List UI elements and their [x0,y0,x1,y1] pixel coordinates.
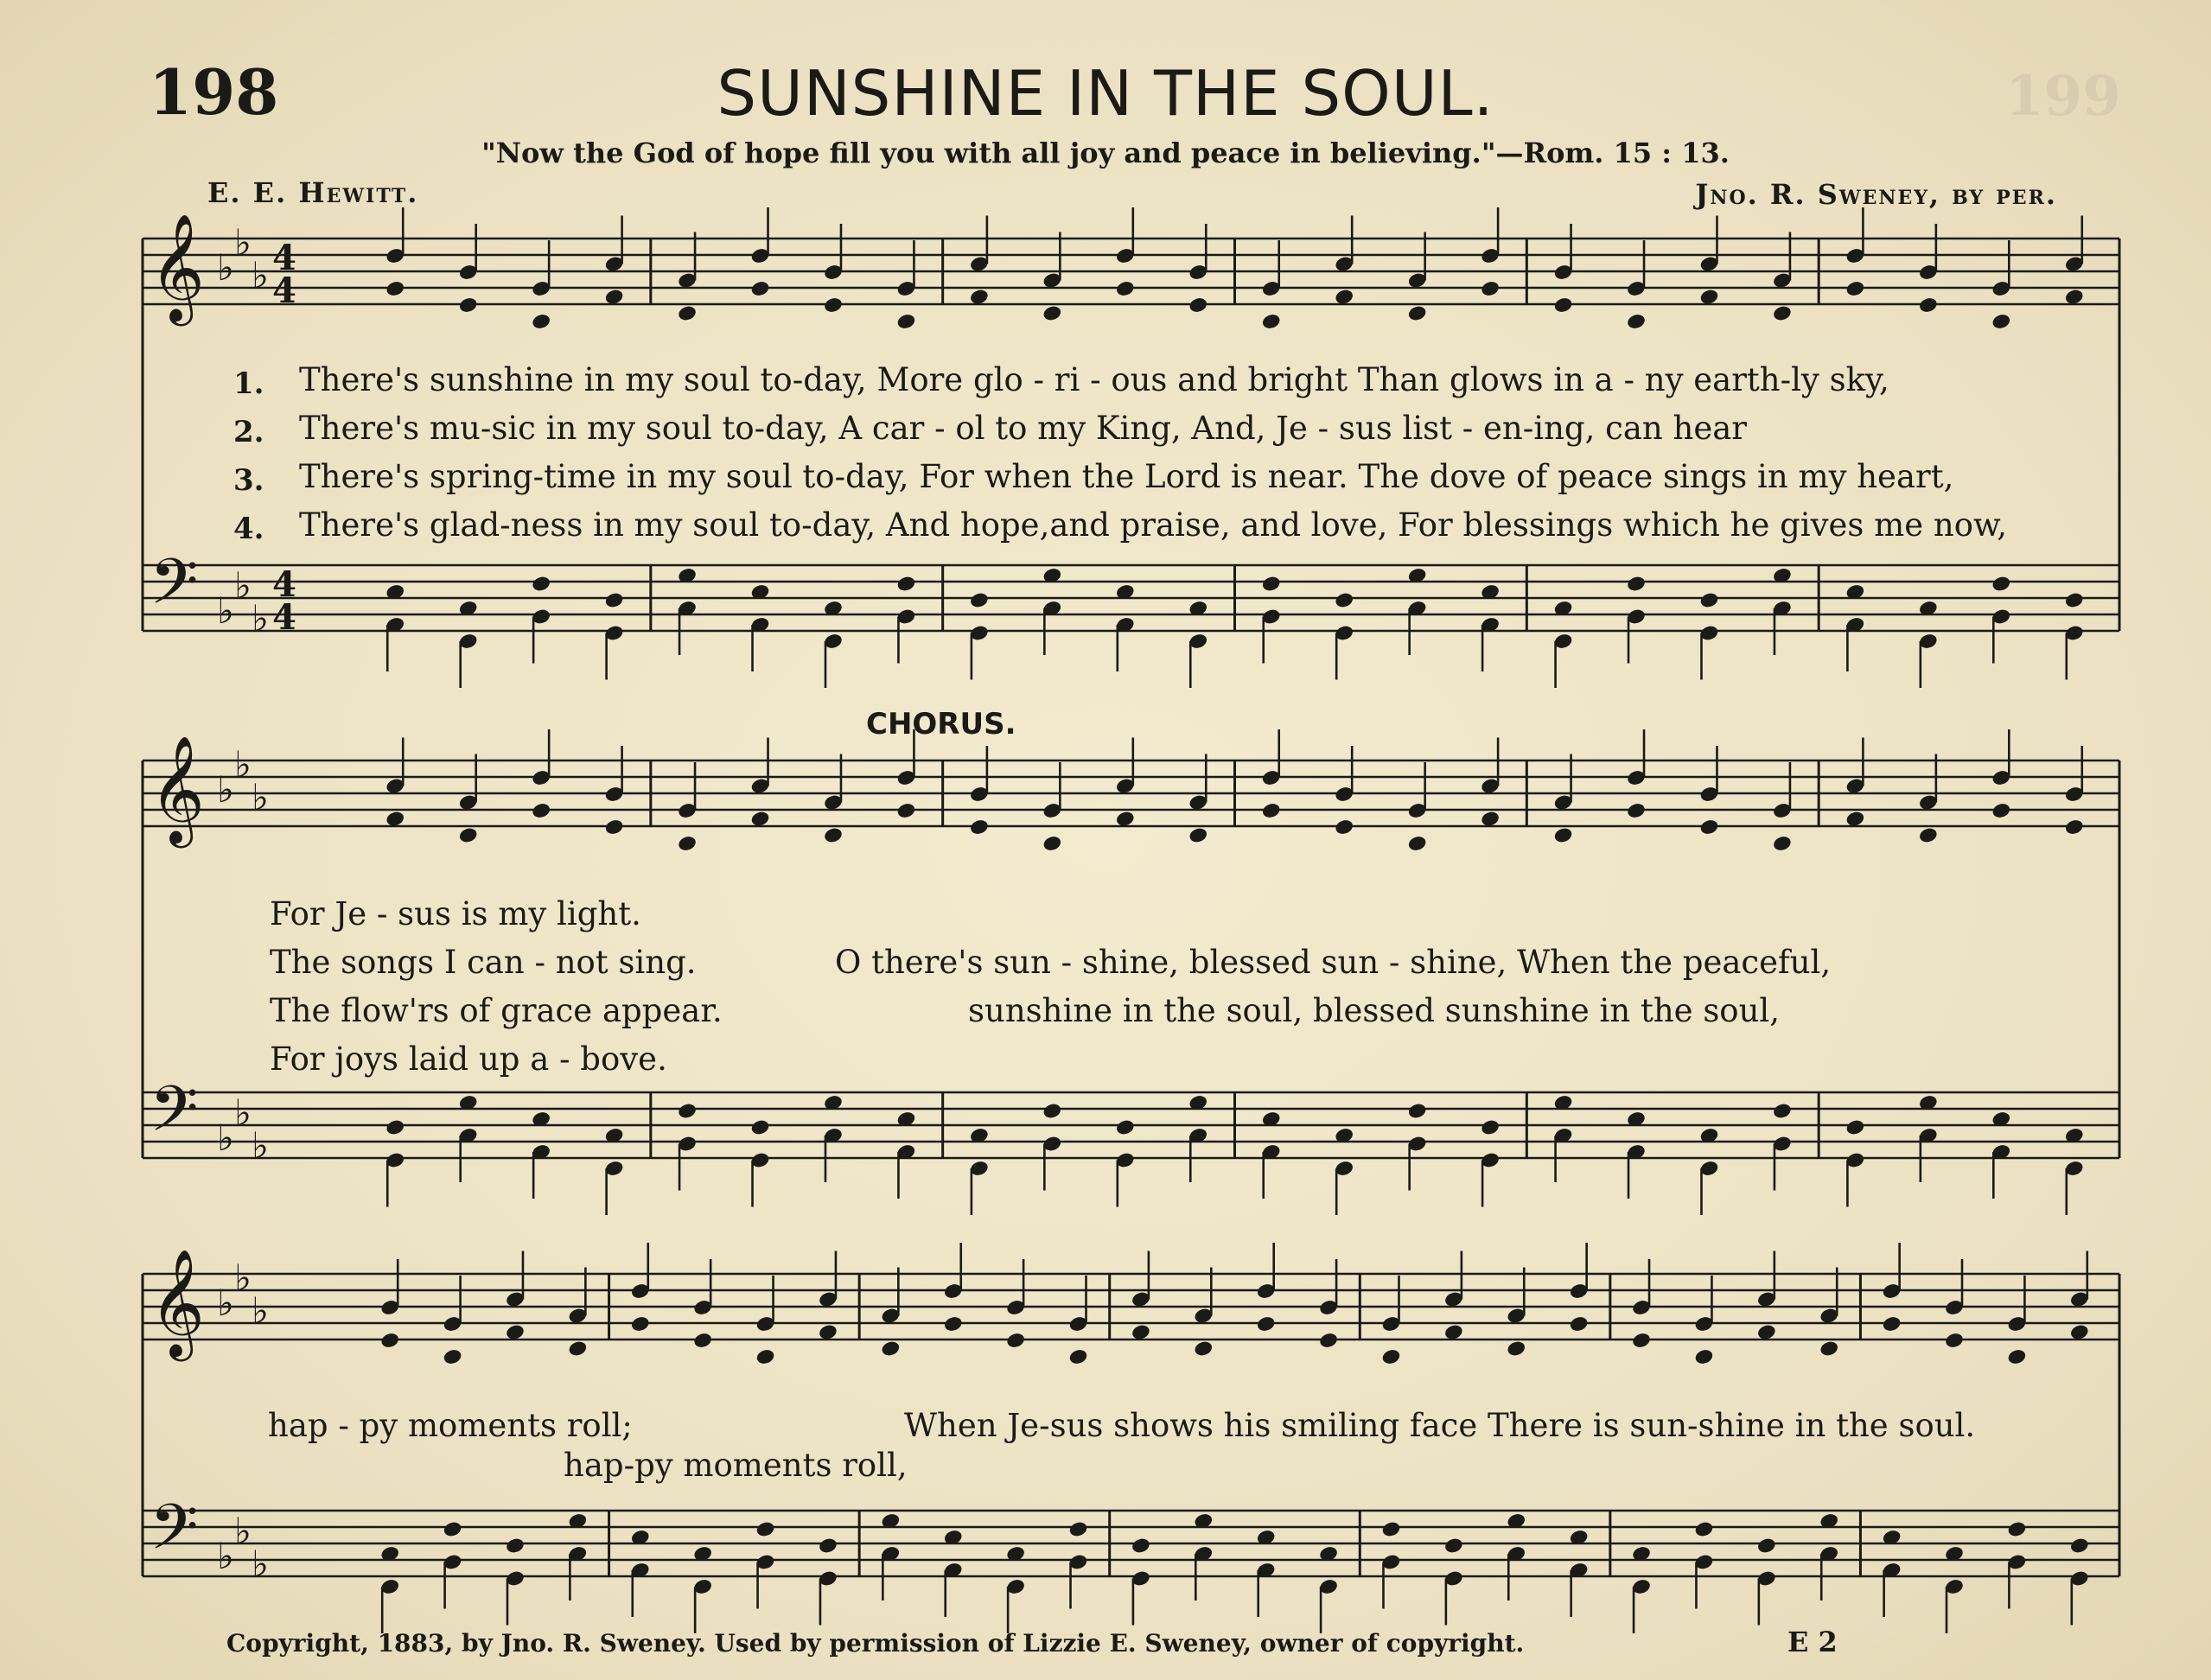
flat-sign: ♭ [234,743,252,786]
flat-sign: ♭ [234,564,252,607]
note-head [458,296,479,315]
verse-3-line: There's spring-time in my soul to-day, For when the Lord is near. The dove of peace sings in my heart, [299,458,1954,495]
flat-sign: ♭ [234,1091,252,1134]
note-head [755,1520,776,1538]
flat-sign: ♭ [234,221,252,264]
verse-4-line: There's glad-ness in my soul to-day, And hope,and praise, and love, For blessings which he gives me now, [299,506,2008,544]
verse-4-ending: For joys laid up a - bove. [270,1040,667,1078]
copyright-notice: Copyright, 1883, by Jno. R. Sweney. Used by permission of Lizzie E. Sweney, owner of copyright. [226,1629,1525,1658]
note-head [969,818,990,837]
verse-2-number: 2. [233,415,264,449]
flat-sign: ♭ [234,1510,252,1552]
note-head [677,304,698,322]
note-head [1693,1348,1714,1366]
flat-sign: ♭ [217,1117,234,1159]
note-head [1115,280,1136,298]
treble-clef: 𝄞 [150,213,205,321]
verse-1-number: 1. [233,366,264,401]
note-head [1756,1537,1777,1555]
note-head [385,1118,405,1136]
note-head [1553,296,1574,315]
note-head [1261,313,1282,331]
note-head [1261,575,1282,593]
note-head [630,1315,651,1333]
verse-3-ending: The flow'rs of grace appear. [270,992,723,1029]
bass-clef: 𝄢 [150,544,199,633]
note-head [1480,280,1501,298]
note-head [1188,826,1208,844]
flat-sign: ♭ [217,246,234,289]
verse-1-ending: For Je - sus is my light. [270,895,641,932]
note-head [895,313,916,331]
note-head [895,802,916,820]
note-head [677,1102,698,1120]
note-head [1699,818,1720,837]
note-head [750,1118,771,1136]
note-head [823,296,844,315]
chorus-line-1: O there's sun - shine, blessed sun - shine, When the peaceful, [835,944,1832,981]
note-head [1407,304,1428,322]
note-head [1334,818,1354,837]
note-head [443,1520,463,1538]
note-head [895,575,916,593]
note-head [2006,1348,2027,1366]
note-head [1042,835,1062,853]
note-head [1882,1315,1902,1333]
verse-3-number: 3. [233,463,264,498]
note-head [1005,1332,1026,1350]
note-head [1569,1315,1590,1333]
note-head [1115,1118,1136,1136]
note-head [1918,826,1939,844]
note-head [1188,296,1208,315]
note-head [379,1332,400,1350]
note-head [1626,313,1647,331]
note-head [880,1340,901,1358]
note-head [385,280,405,298]
note-head [1991,313,2011,331]
note-head [1772,1102,1793,1120]
flat-sign: ♭ [252,254,269,296]
note-head [1381,1348,1402,1366]
flat-sign: ♭ [217,589,234,632]
composer-credit: Jno. R. Sweney, by per. [1695,178,2057,211]
chorus-label: CHORUS. [866,707,1016,741]
treble-clef: 𝄞 [150,735,205,843]
flat-sign: ♭ [217,768,234,811]
time-signature-bottom: 4 [272,270,296,311]
ghost-page-number: 199 [2005,64,2121,129]
note-head [443,1348,463,1366]
note-head [1991,802,2011,820]
note-head [1334,591,1354,609]
note-head [531,575,551,593]
note-head [1131,1537,1151,1555]
verse-2-ending: The songs I can - not sing. [270,944,697,981]
flat-sign: ♭ [252,1289,269,1332]
note-head [1068,1520,1089,1538]
note-head [1772,304,1793,322]
flat-sign: ♭ [252,776,269,818]
time-signature-top: 4 [272,564,296,605]
verse-2-line: There's mu-sic in my soul to-day, A car - ol to my King, And, Je - sus list - en-ing, can hear [299,410,1747,447]
flat-sign: ♭ [252,1124,269,1167]
flat-sign: ♭ [217,1535,234,1577]
catalog-mark: E 2 [1787,1626,1838,1658]
flat-sign: ♭ [252,597,269,640]
note-head [1693,1520,1714,1538]
page-number: 198 [149,55,279,129]
note-head [677,835,698,853]
note-head [1553,826,1574,844]
chorus-line-3: hap - py moments roll; [268,1407,633,1444]
note-head [692,1332,713,1350]
note-head [823,826,844,844]
note-head [1042,304,1062,322]
note-head [943,1315,964,1333]
bass-clef: 𝄢 [150,1490,199,1579]
note-head [1407,835,1428,853]
scripture-epigraph: "Now the God of hope fill you with all joy and peace in believing."—Rom. 15 : 13. [481,137,1730,169]
note-head [567,1340,588,1358]
verse-4-number: 4. [233,512,264,546]
note-head [531,802,551,820]
time-signature-top: 4 [272,238,296,278]
chorus-line-2: sunshine in the soul, blessed sunshine in the soul, [968,992,1781,1029]
note-head [1918,296,1939,315]
author-credit: E. E. Hewitt. [207,176,419,209]
note-head [604,818,625,837]
note-head [969,591,990,609]
note-head [458,826,479,844]
hymn-title: SUNSHINE IN THE SOUL. [717,57,1494,130]
note-head [1819,1340,1839,1358]
note-head [750,280,771,298]
treble-clef: 𝄞 [150,1249,205,1357]
flat-sign: ♭ [252,1543,269,1585]
chorus-line-3b: When Je-sus shows his smiling face There is sun-shine in the soul. [904,1407,1976,1444]
note-head [1261,802,1282,820]
note-head [1256,1315,1277,1333]
note-head [1845,1118,1865,1136]
note-head [505,1537,526,1555]
note-head [1318,1332,1339,1350]
note-head [1443,1537,1464,1555]
flat-sign: ♭ [217,1282,234,1324]
note-head [1631,1332,1652,1350]
note-head [1944,1332,1965,1350]
verse-1-line: There's sunshine in my soul to-day, More glo - ri - ous and bright Than glows in a - ny earth-ly sky, [299,361,1889,398]
note-head [1407,1102,1428,1120]
note-head [531,313,551,331]
note-head [1506,1340,1526,1358]
note-head [1381,1520,1402,1538]
bass-clef: 𝄢 [150,1072,199,1161]
note-head [2006,1520,2027,1538]
note-head [1480,1118,1501,1136]
note-head [1193,1340,1214,1358]
note-head [1845,280,1865,298]
chorus-line-4: hap-py moments roll, [564,1447,908,1484]
note-head [2069,1537,2090,1555]
note-head [604,591,625,609]
note-head [755,1348,776,1366]
note-head [1991,575,2011,593]
note-head [1772,835,1793,853]
note-head [1699,591,1720,609]
time-signature-bottom: 4 [272,597,296,638]
note-head [1042,1102,1062,1120]
flat-sign: ♭ [234,1257,252,1299]
note-head [2064,818,2085,837]
note-head [1626,802,1647,820]
note-head [818,1537,838,1555]
note-head [1068,1348,1089,1366]
note-head [2064,591,2085,609]
note-head [1626,575,1647,593]
